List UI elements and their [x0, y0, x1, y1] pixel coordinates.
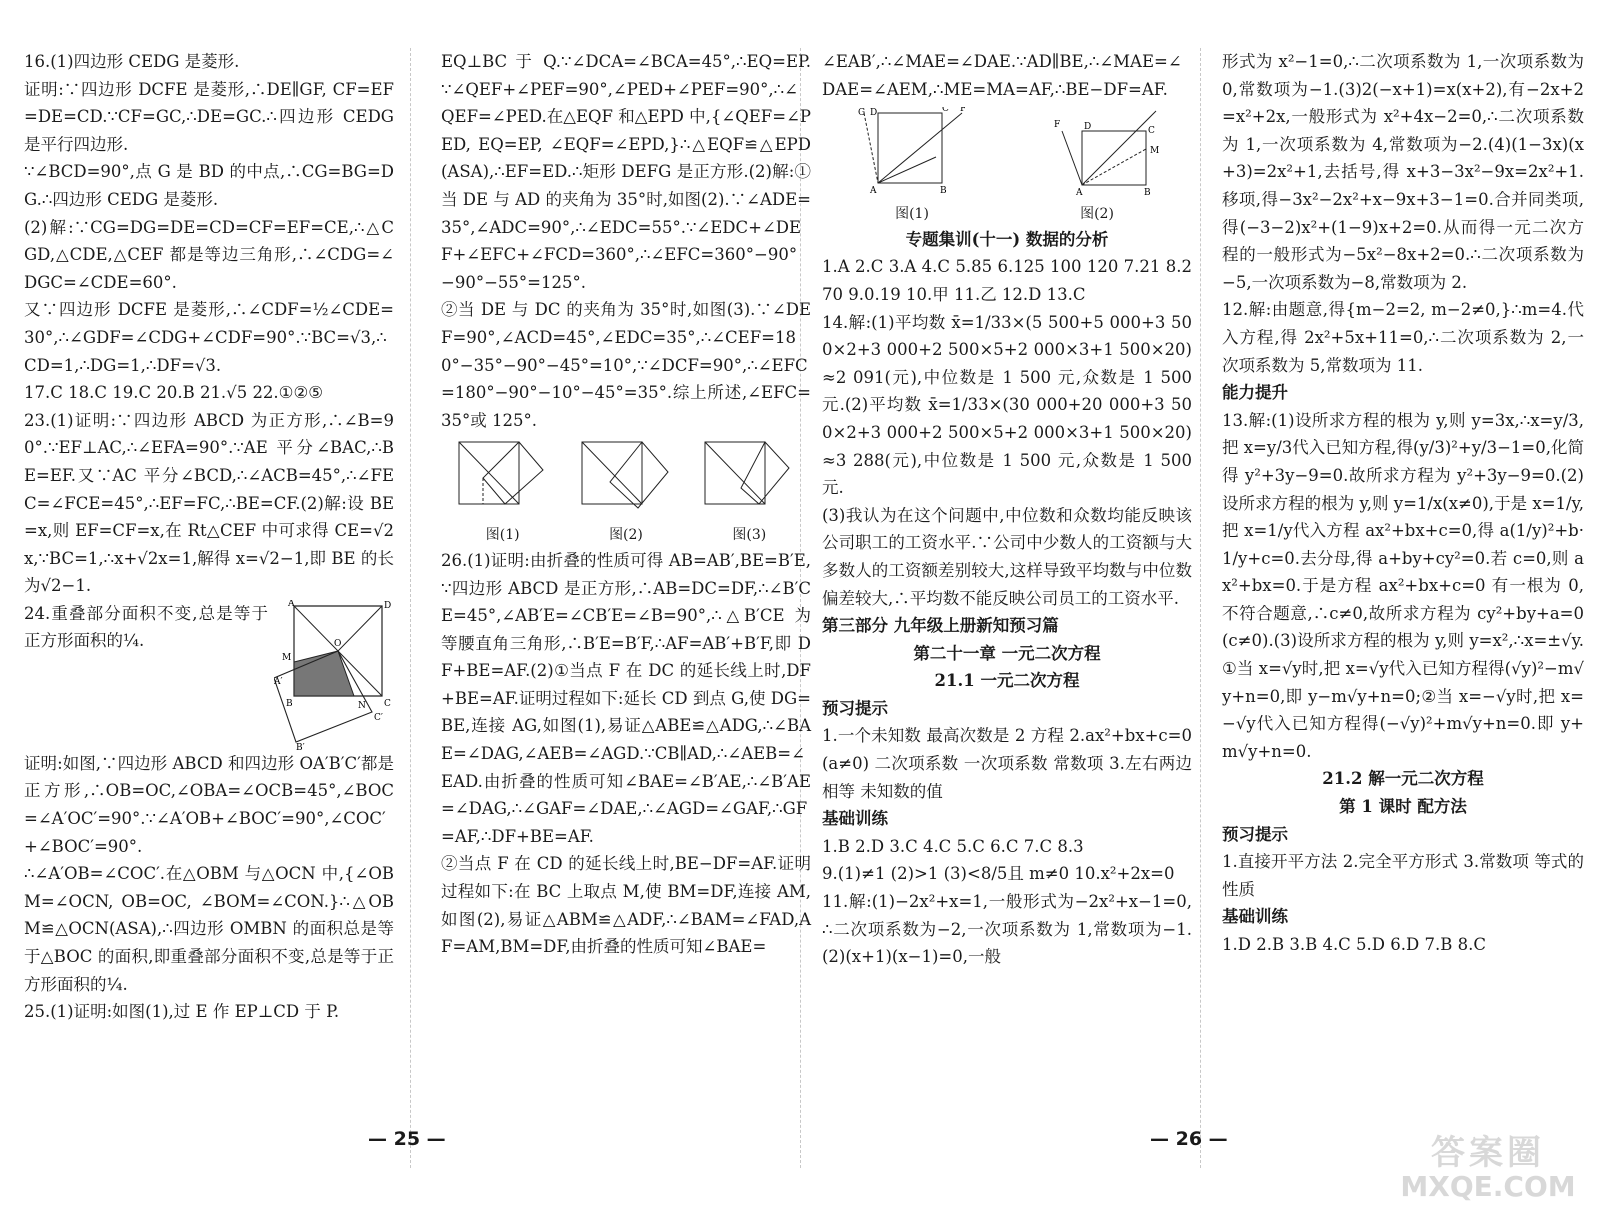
figure-25-1 — [453, 438, 553, 518]
answer-16-heading: 16.(1)四边形 CEDG 是菱形. — [24, 52, 240, 71]
answer-16-proof: 证明:∵四边形 DCFE 是菱形,∴DE∥GF, CF=EF=DE=CD.∵CF=GC,∴DE=GC.∴四边形 CEDG 是平行四边形. — [24, 79, 394, 154]
svg-text:D: D — [870, 108, 878, 119]
section-21-1-title: 21.1 一元二次方程 — [934, 671, 1080, 691]
svg-text:F: F — [960, 107, 967, 115]
svg-text:A: A — [870, 186, 877, 197]
answer-26-end: ∠EAB′,∴∠MAE=∠DAE.∵AD∥BE,∴∠MAE=∠DAE=∠AEM,∴ME=MA=AF,∴BE−DF=AF. — [822, 52, 1182, 99]
figure-caption: 图(1) — [895, 205, 929, 222]
watermark-logo — [1388, 1133, 1588, 1206]
answer-24-heading: 24.重叠部分面积不变,总是等于正方形面积的¼. — [24, 603, 268, 651]
column-divider — [410, 48, 411, 1168]
svg-text:N: N — [358, 700, 366, 711]
preview-tips-heading: 预习提示 — [822, 698, 888, 718]
basic-answers-9-10: 9.(1)≠1 (2)>1 (3)<8/5且 m≠0 10.x²+2x=0 — [822, 864, 1175, 884]
svg-text:B′: B′ — [296, 742, 305, 750]
figure-25-2 — [576, 438, 676, 518]
square-overlap-figure — [274, 600, 394, 750]
svg-text:G: G — [858, 108, 866, 119]
part-three-title: 第三部分 九年级上册新知预习篇 — [822, 616, 1059, 636]
answer-26: 26.(1)证明:由折叠的性质可得 AB=AB′,BE=B′E,∵四边形 ABCD 是正方形,∴AB=DC=DF,∴∠B′CE=45°,∠AB′E=∠CB′E=∠B=90°,∴△B′CE 为等腰直角三角形,∴B′E=B′F,∴AF=AB′+B′F,即 DF+BE=AF.(2)①当点 F 在 DC 的延长线上时,DF+BE=AF.证明过程如下:延长 CD 到点 G,使 DG=BE,连接 AG,如图(1),易证△ABE≌△ADG,∴∠BAE=∠DAG,∠AEB=∠AGD.∵CB∥AD,∴∠AEB=∠EAD.由折叠的性质可知∠BAE=∠B′AE,∴∠B′AE=∠DAG,∴∠GAF=∠DAE,∴∠AGD=∠GAF,∴GF=AF,∴DF+BE=AF. — [441, 550, 811, 846]
figure-row-26 — [822, 107, 1192, 222]
svg-text:F: F — [1054, 120, 1061, 131]
svg-text:C: C — [942, 107, 949, 115]
preview-tips: 1.一个未知数 最高次数是 2 方程 2.ax²+bx+c=0(a≠0) 二次项系数 一次项系数 常数项 3.左右两边相等 未知数的值 — [822, 726, 1192, 801]
svg-text:B: B — [940, 186, 947, 197]
watermark-top: 答案圈 — [1431, 1133, 1545, 1173]
column-4 — [1222, 48, 1584, 959]
answer-11-cont: 形式为 x²−1=0,∴二次项系数为 1,一次项系数为 0,常数项为−1.(3)2(−x+1)=x(x+2),有−2x+2=x²+2x,一般形式为 x²+4x−2=0,∴二次项系数为 1,一次项系数为 4,常数项为−2.(4)(1−3x)(x+3)=2x²+1,去括号,得 x+3−3x²−9x=2x²+1.移项,得−3x²−2x²+x−9x+3−1=0.合并同类项,得(−3−2)x²+(1−9)x+2=0.从而得一元二次方程的一般形式为−5x²−8x+2=0.∴二次项系数为−5,一次项系数为−8,常数项为 2. — [1222, 52, 1584, 292]
answer-25-case2: ②当 DE 与 DC 的夹角为 35°时,如图(3).∵∠DEF=90°,∠ACD=45°,∠EDC=35°,∴∠CEF=180°−35°−90°−45°=10°,∵∠DCF=90°,∴∠EFC=180°−90°−10°−45°=35°.综上所述,∠EFC=35°或 125°. — [441, 300, 811, 430]
answer-25-cont: EQ⊥BC 于 Q.∵∠DCA=∠BCA=45°,∴EQ=EP.∵∠QEF+∠PEF=90°,∠PED+∠PEF=90°,∴∠QEF=∠PED.在△EQF 和△EPD 中,{∠QEF=∠PED, EQ=EP, ∠EQF=∠EPD,}∴△EQF≌△EPD(ASA),∴EF=ED.∴矩形 DEFG 是正方形.(2)解:①当 DE 与 AD 的夹角为 35°时,如图(2).∵∠ADE=35°,∠ADC=90°,∴∠EDC=55°.∵∠EDC+∠DEF+∠EFC+∠FCD=360°,∴∠EFC=360°−90°−90°−55°=125°. — [441, 52, 811, 292]
answer-16-part2: (2)解:∵CG=DG=DE=CD=CF=EF=CE,∴△CGD,△CDE,△CEF 都是等边三角形,∴∠CDG=∠DGC=∠CDE=60°. — [24, 217, 394, 292]
svg-text:B: B — [286, 698, 293, 709]
svg-text:A′: A′ — [274, 676, 283, 687]
figure-26-1 — [852, 107, 972, 197]
answer-24-proof: 证明:如图,∵四边形 ABCD 和四边形 OA′B′C′都是正方形,∴OB=OC,∠OBA=∠OCB=45°,∠BOC=∠A′OC′=90°.∵∠A′OB+∠BOC′=90°,∠COC′+∠BOC′=90°. — [24, 753, 394, 856]
answer-24-proof-cont: ∴∠A′OB=∠COC′.在△OBM 与△OCN 中,{∠OBM=∠OCN, OB=OC, ∠BOM=∠CON.}∴△OBM≌△OCN(ASA),∴四边形 OMBN 的面积总是等于△BOC 的面积,即重叠部分面积不变,总是等于正方形面积的¼. — [24, 864, 394, 994]
svg-text:A: A — [288, 599, 295, 609]
svg-text:D: D — [384, 600, 392, 611]
svg-text:C′: C′ — [374, 712, 383, 723]
watermark-bottom: MXQE.COM — [1400, 1170, 1576, 1203]
section-title-11: 专题集训(十一) 数据的分析 — [905, 229, 1109, 249]
preview-tips-heading-2: 预习提示 — [1222, 824, 1288, 844]
basic-answers-2: 1.D 2.B 3.B 4.C 5.D 6.D 7.B 8.C — [1222, 935, 1486, 954]
section-21-2-title: 21.2 解一元二次方程 — [1322, 769, 1484, 789]
figure-26-2 — [1032, 107, 1162, 197]
page-number-left: — 25 — — [368, 1128, 446, 1150]
figure-caption: 图(3) — [732, 526, 767, 543]
answer-17-22: 17.C 18.C 19.C 20.B 21.√5 22.①②⑤ — [24, 383, 324, 403]
figure-25-3 — [699, 438, 799, 518]
preview-tips-2: 1.直接开平方法 2.完全平方形式 3.常数项 等式的性质 — [1222, 852, 1584, 899]
lesson-1-title: 第 1 课时 配方法 — [1339, 797, 1467, 817]
answer-14: 14.解:(1)平均数 x̄=1/33×(5 500+5 000+3 500×2+3 000+2 500×5+2 000×3+1 500×20)≈2 091(元),中位数是 1 500 元,众数是 1 500 元.(2)平均数 x̄=1/33×(30 000+20 000+3 500×2+3 000+2 500×5+2 000×3+1 500×20)≈3 288(元),中位数是 1 500 元,众数是 1 500 元. — [822, 312, 1192, 498]
column-2 — [441, 48, 811, 961]
svg-text:C: C — [384, 698, 391, 709]
answer-14-part3: (3)我认为在这个问题中,中位数和众数均能反映该公司职工的工资水平.∵公司中少数人的工资额与大多数人的工资额差别较大,这样导致平均数与中位数偏差较大,∴平均数不能反映公司员工的工资水平. — [822, 505, 1192, 608]
answer-11: 11.解:(1)−2x²+x=1,一般形式为−2x²+x−1=0,∴二次项系数为−2,一次项系数为 1,常数项为−1.(2)(x+1)(x−1)=0,一般 — [822, 892, 1192, 967]
column-1 — [24, 48, 394, 1026]
answer-13: 13.解:(1)设所求方程的根为 y,则 y=3x,∴x=y/3,把 x=y/3代入已知方程,得(y/3)²+y/3−1=0,化简得 y²+3y−9=0.故所求方程为 y²+3y−9=0.(2)设所求方程的根为 y,则 y=1/x(x≠0),于是 x=1/y,把 x=1/y代入方程 ax²+bx+c=0,得 a(1/y)²+b·1/y+c=0.去分母,得 a+by+cy²=0.若 c=0,则 ax²+bx=0.于是方程 ax²+bx+c=0 有一根为 0,不符合题意,∴c≠0,故所求方程为 cy²+by+a=0(c≠0).(3)设所求方程的根为 y,则 y=x²,∴x=±√y.①当 x=√y时,把 x=√y代入已知方程得(√y)²−m√y+n=0,即 y−m√y+n=0;②当 x=−√y时,把 x=−√y代入已知方程得(−√y)²+m√y+n=0.即 y+m√y+n=0. — [1222, 410, 1584, 761]
answer-25-start: 25.(1)证明:如图(1),过 E 作 EP⊥CD 于 P. — [24, 1002, 340, 1022]
figure-caption: 图(1) — [485, 526, 520, 543]
column-divider — [1200, 48, 1201, 1168]
page-number-right: — 26 — — [1150, 1128, 1228, 1150]
column-3 — [822, 48, 1192, 971]
svg-text:A: A — [1076, 188, 1083, 198]
answer-16-proof-cont: ∵∠BCD=90°,点 G 是 BD 的中点,∴CG=BG=DG.∴四边形 CEDG 是菱形. — [24, 162, 394, 209]
figure-caption: 图(2) — [609, 526, 643, 543]
answer-16-part2-cont: 又∵四边形 DCFE 是菱形,∴∠CDF=½∠CDE=30°,∴∠GDF=∠CDG+∠CDF=90°.∵BC=√3,∴CD=1,∴DG=1,∴DF=√3. — [24, 300, 394, 375]
basic-training-heading-2: 基础训练 — [1222, 907, 1288, 927]
svg-text:D: D — [1084, 122, 1092, 133]
svg-text:M: M — [1150, 146, 1160, 157]
figure-caption: 图(2) — [1080, 205, 1114, 222]
basic-answers-1-8: 1.B 2.D 3.C 4.C 5.C 6.C 7.C 8.3 — [822, 836, 1084, 856]
answer-12: 12.解:由题意,得{m−2=2, m−2≠0,}∴m=4.代入方程,得 2x²+5x+11=0,∴二次项系数为 2,一次项系数为 5,常数项为 11. — [1222, 300, 1584, 375]
ability-heading: 能力提升 — [1222, 383, 1288, 403]
chapter-21-title: 第二十一章 一元二次方程 — [913, 643, 1101, 663]
basic-training-heading: 基础训练 — [822, 809, 888, 829]
svg-text:C: C — [1148, 126, 1155, 137]
answer-26-case2: ②当点 F 在 CD 的延长线上时,BE−DF=AF.证明过程如下:在 BC 上取点 M,使 BM=DF,连接 AM,如图(2),易证△ABM≌△ADF,∴∠BAM=∠FAD,AF=AM,BM=DF,由折叠的性质可知∠BAE= — [441, 854, 811, 957]
figure-row-25 — [441, 438, 811, 543]
answer-23: 23.(1)证明:∵四边形 ABCD 为正方形,∴∠B=90°.∵EF⊥AC,∴∠EFA=90°.∵AE 平分∠BAC,∴BE=EF.又∵AC 平分∠BCD,∴∠ACB=45°,∴∠FEC=∠FCE=45°,∴EF=FC,∴BE=CF.(2)解:设 BE=x,则 EF=CF=x,在 Rt△CEF 中可求得 CE=√2x,∵BC=1,∴x+√2x=1,解得 x=√2−1,即 BE 的长为√2−1. — [24, 410, 394, 596]
svg-text:B: B — [1144, 188, 1151, 198]
answers-1-13: 1.A 2.C 3.A 4.C 5.85 6.125 100 120 7.21 8.270 9.0.19 10.甲 11.乙 12.D 13.C — [822, 257, 1192, 304]
svg-text:M: M — [282, 652, 292, 663]
svg-text:O: O — [334, 638, 342, 649]
